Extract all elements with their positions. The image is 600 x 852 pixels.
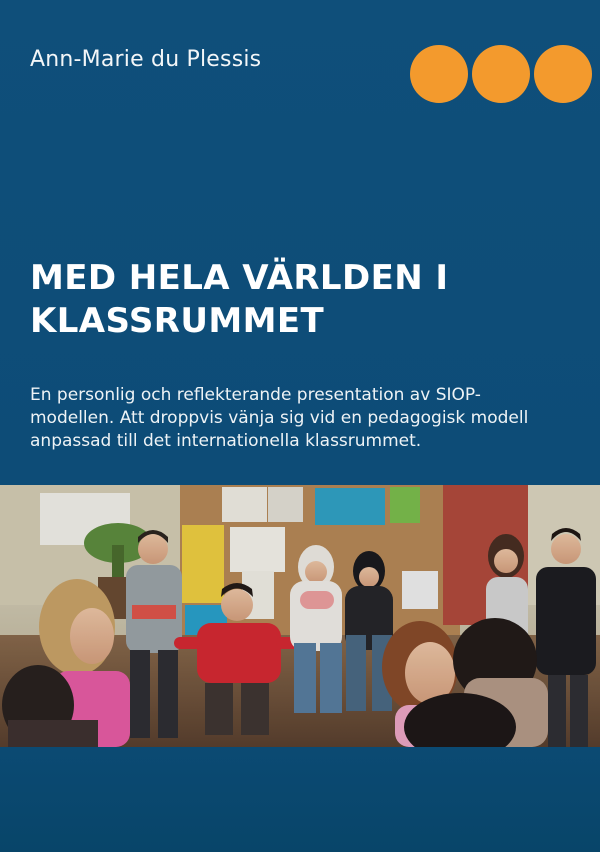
title-line-1: MED HELA VÄRLDEN I — [30, 258, 449, 298]
photo-shading — [0, 485, 600, 747]
title-line-2: KLASSRUMMET — [30, 301, 325, 341]
orange-dot-2 — [472, 45, 530, 103]
book-title — [30, 257, 560, 343]
author-name: Ann-Marie du Plessis — [30, 47, 262, 72]
decorative-dots — [410, 45, 592, 103]
classroom-photo — [0, 485, 600, 747]
book-subtitle: En personlig och reflekterande presentation av SIOP-modellen. Att droppvis vänja sig vid en pedagogisk modell anpassad till det internationella klassrummet. — [30, 385, 529, 451]
classroom-scene — [0, 485, 600, 747]
orange-dot-1 — [410, 45, 468, 103]
orange-dot-3 — [534, 45, 592, 103]
bottom-band — [0, 747, 600, 852]
